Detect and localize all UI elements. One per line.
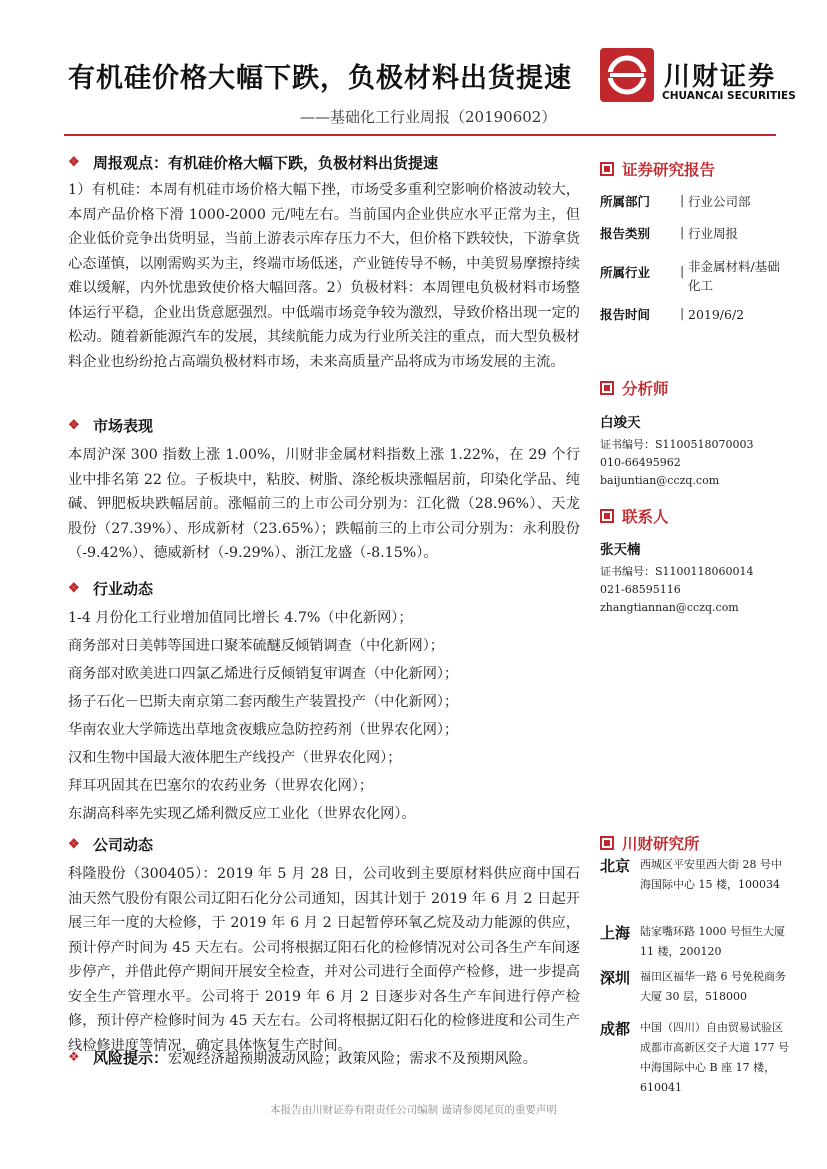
info-value: 非金属材料/基础化工 [688,259,780,293]
office-shanghai [600,922,790,962]
office-address: 中国（四川）自由贸易试验区成都市高新区交子大道 177 号中海国际中心 B 座 17 楼，610041 [640,1021,789,1094]
contact-heading [600,505,669,527]
analyst-icon [600,381,614,395]
company-body: 科隆股份（300405）：2019 年 5 月 28 日，公司收到主要原材料供应商中国石油天然气股份有限公司辽阳石化分公司通知，因其计划于 2019 年 6 月 2 日起开展三年一度的大检修，于 2019 年 6 月 2 日起暂停环氧乙烷及动力能源的供应，预计停产时间为 45 天左右。公司将根据辽阳石化的检修情况对公司各生产车间逐步停产，并借此停产期间开展安全检查，并对公司进行全面停产检修，进一步提高安全生产管理水平。公司将于 2019 年 6 月 2 日逐步对各生产车间进行停产检修，预计停产检修时间为 45 天左右。公司将根据辽阳石化的检修进度和公司生产线检修进度等情况，确定具体恢复生产时间。 [68,866,580,1054]
office-city: 深圳 [600,969,631,987]
report-type-heading [600,158,715,180]
industry-heading [68,578,153,599]
info-value: 行业周报 [688,226,739,241]
market-body: 本周沪深 300 指数上涨 1.00%，川财非金属材料指数上涨 1.22%，在 29 个行业中排名第 22 位。子板块中，粘胶、树脂、涤纶板块涨幅居前，印染化学品、纯碱、钾肥板块跌幅居前。涨幅前三的上市公司分别为：江化微（28.96%）、天龙股份（27.39%）、形成新材（23.65%）；跌幅前三的上市公司分别为：永利股份（-9.42%）、德威新材（-9.29%）、浙江龙盛（-8.15%）。 [68,447,580,561]
contact-cert: 证书编号：S1100118060014 [600,565,754,578]
institute-heading-text: 川财研究所 [622,834,700,853]
news-item: 1-4 月份化工行业增加值同比增长 4.7%（中化新网）； [68,610,413,626]
info-key: 所属部门 [600,194,651,209]
market-heading [68,415,153,436]
risk-heading-text: 风险提示： [93,1049,169,1067]
analyst-email[interactable]: baijuntian@cczq.com [600,474,720,487]
office-city: 上海 [600,924,631,942]
institute-icon [600,836,614,850]
news-item: 华南农业大学筛选出草地贪夜蛾应急防控药剂（世界农化网）； [68,722,459,738]
viewpoint-body: 1）有机硅：本周有机硅市场价格大幅下挫，市场受多重利空影响价格波动较大，本周产品价格下滑 1000-2000 元/吨左右。当前国内企业供应水平正常为主，但企业低价竞争出货明显，当前上游表示库存压力不大，但价格下跌较快，下游拿货心态谨慎，以刚需购买为主，终端市场低迷，产业链传导不畅，中美贸易摩擦持续难以缓解，内外忧患致使价格大幅回落。2）负极材料：本周锂电负极材料市场整体运行平稳，企业出货意愿强烈。中低端市场竞争较为激烈，导致价格出现一定的松动。随着新能源汽车的发展，其续航能力成为行业所关注的重点，而大型负极材料企业也纷纷抢占高端负极材料市场，未来高质量产品将成为市场发展的主流。 [68,182,580,370]
report-title: 有机硅价格大幅下跌，负极材料出货提速 [68,63,572,94]
industry-heading-text: 行业动态 [93,580,154,598]
office-city: 成都 [600,1020,631,1038]
news-item: 商务部对日美韩等国进口聚苯硫醚反倾销调查（中化新网）； [68,638,444,654]
report-icon [600,162,614,176]
office-chengdu [600,1018,790,1098]
report-type-text: 证券研究报告 [622,160,716,179]
contact-phone: 021-68595116 [600,583,681,596]
analyst-heading [600,377,669,399]
info-row-date [600,305,780,324]
report-subtitle: ——基础化工行业周报（20190602） [300,108,557,126]
office-beijing [600,855,790,895]
news-item: 东湖高科率先实现乙烯利微反应工业化（世界农化网）。 [68,806,416,822]
contact-name: 张天楠 [600,542,641,558]
diamond-bullet-icon: ❖ [68,155,80,170]
info-key: 所属行业 [600,265,651,280]
office-address: 福田区福华一路 6 号免税商务大厦 30 层，518000 [640,970,786,1003]
office-shenzhen [600,967,790,1007]
info-key: 报告时间 [600,307,651,322]
news-item: 汉和生物中国最大液体肥生产线投产（世界农化网）； [68,750,402,766]
company-heading [68,834,153,855]
brand-name-cn: 川财证券 [664,62,777,92]
header-divider [64,134,776,136]
industry-news-list [68,604,580,828]
analyst-phone: 010-66495962 [600,456,681,469]
contact-email[interactable]: zhangtiannan@cczq.com [600,601,739,614]
info-value: 行业公司部 [688,194,751,209]
contact-heading-text: 联系人 [622,507,669,526]
analyst-cert: 证书编号：S1100518070003 [600,438,754,451]
info-row-department [600,192,780,211]
chuancai-logo-icon [600,48,654,102]
risk-body: 宏观经济超预期波动风险；政策风险；需求不及预期风险。 [168,1050,537,1067]
analyst-heading-text: 分析师 [622,379,669,398]
diamond-bullet-icon: ❖ [68,418,80,433]
brand-name-en: CHUANCAI SECURITIES [662,90,796,102]
info-row-category [600,224,780,243]
news-item: 拜耳巩固其在巴塞尔的农药业务（世界农化网）； [68,778,374,794]
info-row-industry [600,257,780,295]
viewpoint-heading [68,152,438,173]
news-item: 商务部对欧美进口四氯乙烯进行反倾销复审调查（中化新网）； [68,666,459,682]
analyst-card [600,414,754,490]
diamond-bullet-icon: ❖ [68,581,80,596]
diamond-bullet-icon: ❖ [68,1050,80,1065]
office-address: 陆家嘴环路 1000 号恒生大厦 11 楼，200120 [640,925,785,958]
analyst-name: 白竣天 [600,415,641,431]
office-address: 西城区平安里西大街 28 号中海国际中心 15 楼，100034 [640,858,782,891]
info-value: 2019/6/2 [688,307,745,322]
info-separator: | [680,305,685,320]
contact-icon [600,509,614,523]
company-heading-text: 公司动态 [93,836,154,854]
office-city: 北京 [600,857,631,875]
footer-disclaimer: 本报告由川财证券有限责任公司编制 谨请参阅尾页的重要声明 [270,1104,557,1116]
news-item: 扬子石化－巴斯夫南京第二套丙酸生产装置投产（中化新网）； [68,694,459,710]
viewpoint-heading-text: 周报观点：有机硅价格大幅下跌，负极材料出货提速 [93,154,439,172]
diamond-bullet-icon: ❖ [68,837,80,852]
info-separator: | [680,263,685,278]
market-heading-text: 市场表现 [93,417,154,435]
info-key: 报告类别 [600,226,651,241]
risk-line [68,1047,537,1068]
institute-heading [600,832,700,854]
contact-card [600,541,754,617]
info-separator: | [680,192,685,207]
info-separator: | [680,224,685,239]
